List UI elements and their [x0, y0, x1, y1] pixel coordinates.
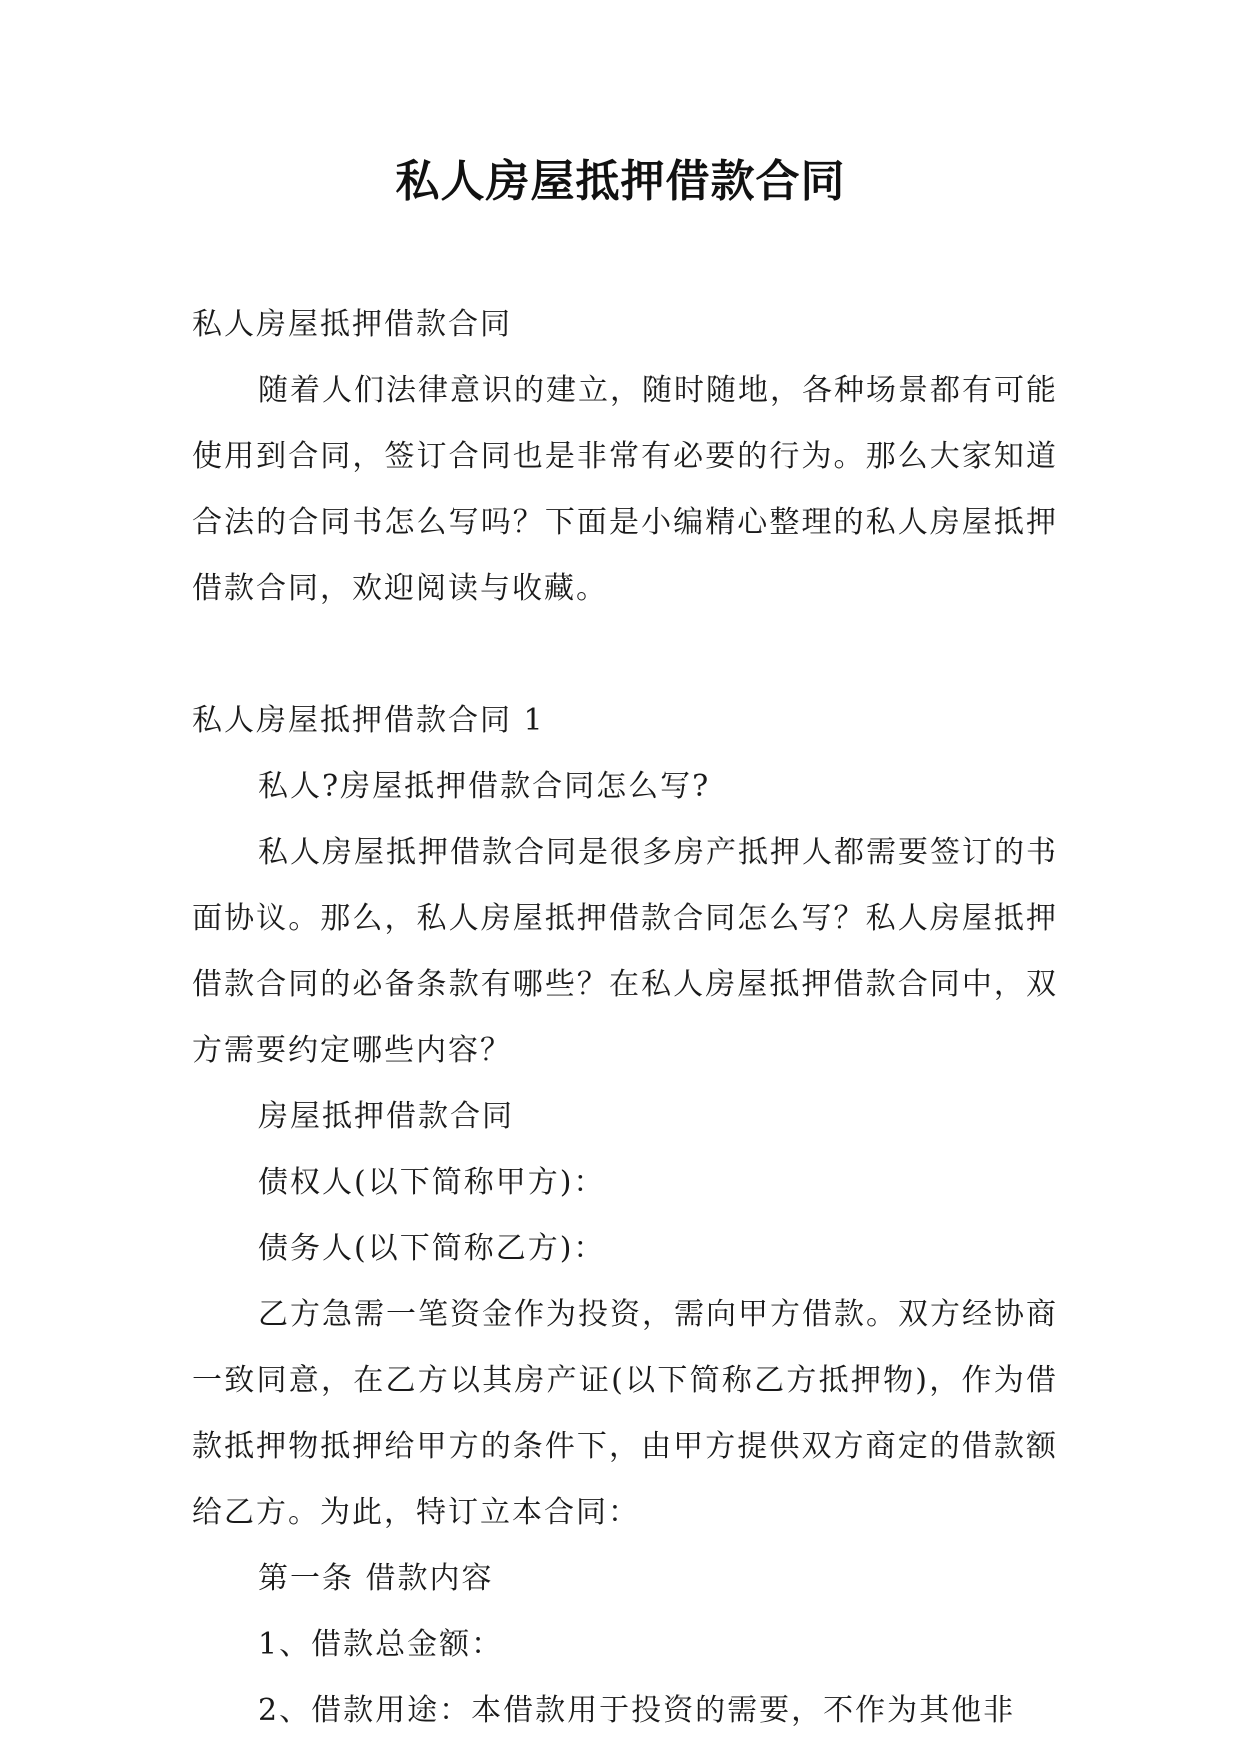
section-subtitle: 私人?房屋抵押借款合同怎么写?: [258, 769, 711, 804]
preamble-paragraph: 乙方急需一笔资金作为投资，需向甲方借款。双方经协商一致同意，在乙方以其房产证(以下简称乙方抵押物)，作为借款抵押物抵押给甲方的条件下，由甲方提供双方商定的借款额给乙方。为此，特订立本合同：: [192, 1297, 1058, 1530]
section-heading: 私人房屋抵押借款合同 1: [192, 703, 545, 738]
clause-item: 1、借款总金额：: [258, 1627, 504, 1662]
document-title: 私人房屋抵押借款合同: [395, 156, 846, 207]
document-body: [192, 292, 1058, 1744]
intro-paragraph: 随着人们法律意识的建立，随时随地，各种场景都有可能使用到合同，签订合同也是非常有必要的行为。那么大家知道合法的合同书怎么写吗？下面是小编精心整理的私人房屋抵押借款合同，欢迎阅读与收藏。: [192, 373, 1058, 606]
section-gap: [192, 622, 1058, 688]
clause-item: 2、借款用途：本借款用于投资的需要，不作为其他非: [258, 1693, 1016, 1728]
debtor-line: 债务人(以下简称乙方)：: [258, 1231, 606, 1266]
creditor-line: 债权人(以下简称甲方)：: [258, 1165, 606, 1200]
intro-heading: 私人房屋抵押借款合同: [192, 307, 512, 342]
contract-heading: 房屋抵押借款合同: [258, 1099, 514, 1134]
article-heading: 第一条 借款内容: [258, 1561, 494, 1596]
section-paragraph: 私人房屋抵押借款合同是很多房产抵押人都需要签订的书面协议。那么，私人房屋抵押借款合同怎么写？私人房屋抵押借款合同的必备条款有哪些？在私人房屋抵押借款合同中，双方需要约定哪些内容？: [192, 835, 1058, 1068]
